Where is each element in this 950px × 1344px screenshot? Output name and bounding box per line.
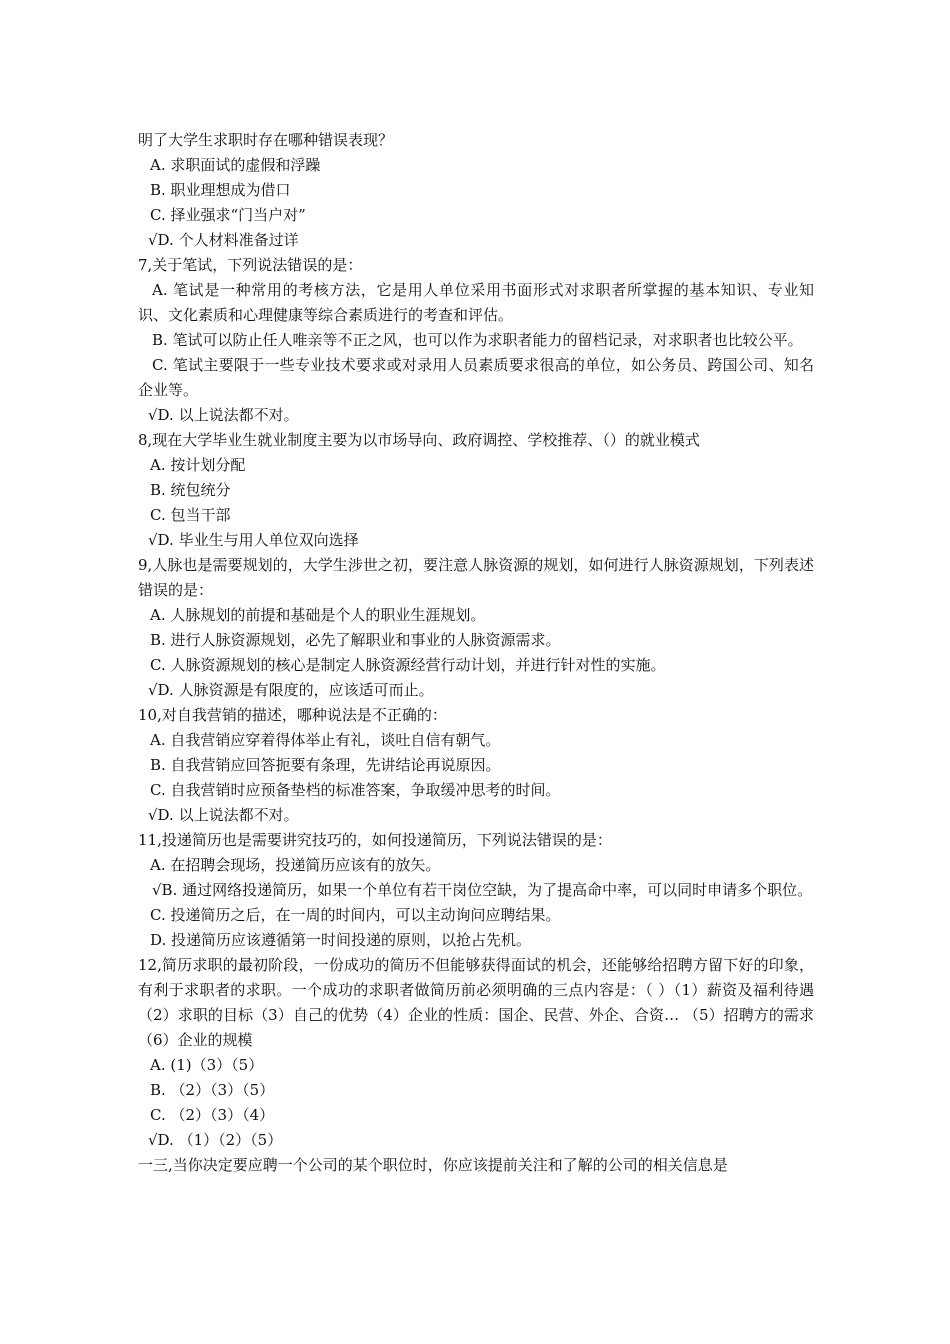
q7-option-c: C. 笔试主要限于一些专业技术要求或对录用人员素质要求很高的单位，如公务员、跨国公司、知名企业等。 [138,356,814,399]
question-6-stem-continued: 明了大学生求职时存在哪种错误表现？ [138,131,394,149]
q11-option-c: C. 投递简历之后，在一周的时间内，可以主动询问应聘结果。 [150,906,561,924]
q10-option-a: A. 自我营销应穿着得体举止有礼，谈吐自信有朝气。 [150,731,501,749]
question-8-stem: 8,现在大学毕业生就业制度主要为以市场导向、政府调控、学校推荐、（）的就业模式 [138,431,700,449]
q8-option-c: C. 包当干部 [150,506,231,524]
q8-option-b: B. 统包统分 [150,481,231,499]
q6-option-d-correct: √D. 个人材料准备过详 [148,231,299,249]
q8-option-d-correct: √D. 毕业生与用人单位双向选择 [148,531,359,549]
q12-option-d-correct: √D. （1）（2）（5） [148,1131,283,1149]
q9-option-c: C. 人脉资源规划的核心是制定人脉资源经营行动计划，并进行针对性的实施。 [150,656,666,674]
q6-option-b: B. 职业理想成为借口 [150,181,291,199]
q8-option-a: A. 按计划分配 [150,456,246,474]
q11-option-d: D. 投递简历应该遵循第一时间投递的原则，以抢占先机。 [150,931,532,949]
q11-option-b-correct: √B. 通过网络投递简历，如果一个单位有若干岗位空缺，为了提高命中率，可以同时申请多个职位。 [152,881,813,899]
q7-option-d-correct: √D. 以上说法都不对。 [148,406,299,424]
document-body [138,128,814,1178]
q12-option-b: B. （2）（3）（5） [150,1081,275,1099]
q9-option-a: A. 人脉规划的前提和基础是个人的职业生涯规划。 [150,606,486,624]
q9-option-b: B. 进行人脉资源规划，必先了解职业和事业的人脉资源需求。 [150,631,561,649]
q12-option-c: C. （2）（3）（4） [150,1106,275,1124]
q10-option-c: C. 自我营销时应预备垫档的标准答案，争取缓冲思考的时间。 [150,781,561,799]
question-10-stem: 10,对自我营销的描述，哪种说法是不正确的： [138,706,447,724]
question-12-stem: 12,简历求职的最初阶段，一份成功的简历不但能够获得面试的机会，还能够给招聘方留下好的印象，有利于求职者的求职。一个成功的求职者做简历前必须明确的三点内容是：（ ）（1）薪资及福利待遇（2）求职的目标（3）自己的优势（4）企业的性质：国企、民营、外企、合资… （5）招聘方的需求（6）企业的规模 [138,956,814,1049]
q12-option-a: A. (1)（3）（5） [150,1056,264,1074]
q6-option-c: C. 择业强求“门当户对” [150,206,306,224]
q7-option-b: B. 笔试可以防止任人唯亲等不正之风，也可以作为求职者能力的留档记录，对求职者也比较公平。 [152,331,803,349]
question-9-stem: 9,人脉也是需要规划的，大学生涉世之初，要注意人脉资源的规划，如何进行人脉资源规划，下列表述错误的是： [138,556,814,599]
q9-option-d-correct: √D. 人脉资源是有限度的，应该适可而止。 [148,681,434,699]
question-11-stem: 11,投递简历也是需要讲究技巧的，如何投递简历，下列说法错误的是： [138,831,612,849]
q10-option-b: B. 自我营销应回答扼要有条理，先讲结论再说原因。 [150,756,501,774]
q6-option-a: A. 求职面试的虚假和浮躁 [150,156,321,174]
question-7-stem: 7,关于笔试，下列说法错误的是： [138,256,363,274]
q10-option-d-correct: √D. 以上说法都不对。 [148,806,299,824]
question-13-stem: 一三,当你决定要应聘一个公司的某个职位时，你应该提前关注和了解的公司的相关信息是 [138,1156,728,1174]
q7-option-a: A. 笔试是一种常用的考核方法，它是用人单位采用书面形式对求职者所掌握的基本知识、专业知识、文化素质和心理健康等综合素质进行的考查和评估。 [138,281,814,324]
q11-option-a: A. 在招聘会现场，投递简历应该有的放矢。 [150,856,441,874]
